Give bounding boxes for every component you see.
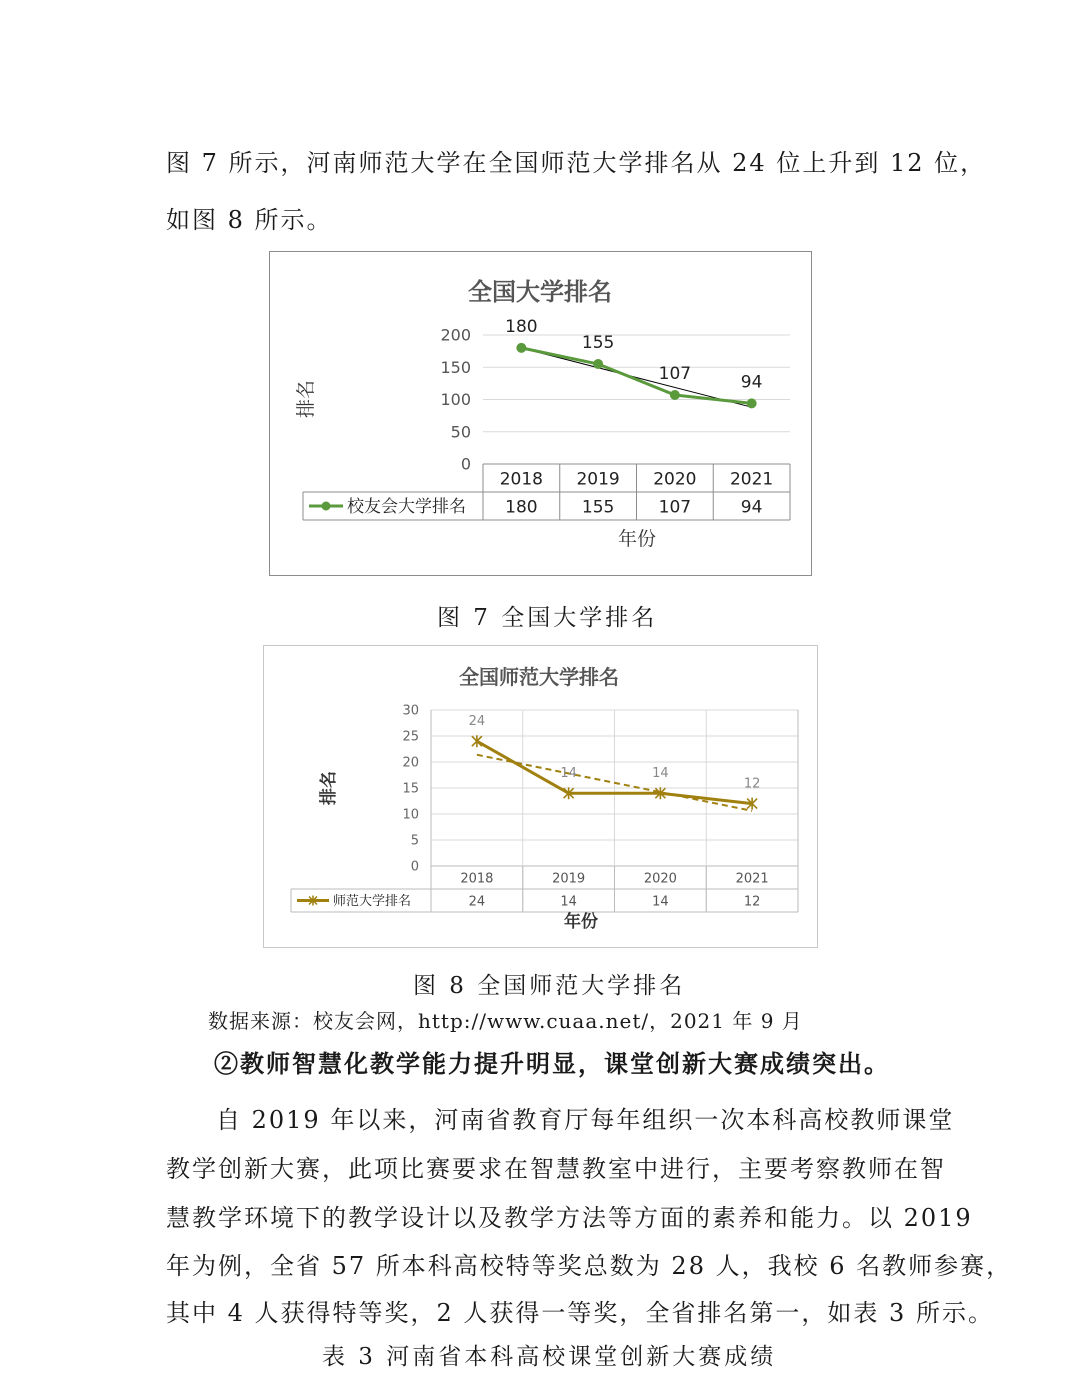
x-tick-label: 2021 <box>735 871 769 887</box>
data-label: 14 <box>560 766 577 782</box>
y-tick-label: 20 <box>402 755 419 771</box>
body-line-2: 教学创新大赛，此项比赛要求在智慧教室中进行，主要考察教师在智 <box>166 1155 946 1183</box>
chart-national-ranking <box>269 251 812 576</box>
data-label: 107 <box>658 363 692 384</box>
intro-line-2: 如图 8 所示。 <box>166 206 333 234</box>
y-tick-label: 10 <box>402 807 419 823</box>
x-tick-label: 2020 <box>643 871 677 887</box>
x-tick-label: 2018 <box>499 469 544 490</box>
y-tick-label: 0 <box>410 859 419 875</box>
chart-title: 全国师范大学排名 <box>459 665 619 689</box>
figure-8-caption: 图 8 全国师范大学排名 <box>413 973 686 999</box>
intro-line-1: 图 7 所示，河南师范大学在全国师范大学排名从 24 位上升到 12 位， <box>166 149 987 177</box>
x-tick-label: 2019 <box>576 469 620 490</box>
data-label: 24 <box>468 714 486 730</box>
data-label: 12 <box>743 776 761 792</box>
y-tick-label: 25 <box>402 729 419 745</box>
series-line <box>521 348 751 403</box>
body-line-4: 年为例，全省 57 所本科高校特等奖总数为 28 人，我校 6 名教师参赛， <box>166 1252 1013 1280</box>
data-point <box>670 390 680 400</box>
y-axis-label: 排名 <box>295 379 317 419</box>
table-value: 107 <box>658 497 692 518</box>
y-tick-label: 5 <box>410 833 419 849</box>
table-value: 155 <box>581 497 615 518</box>
data-label: 180 <box>505 316 538 337</box>
section-heading: ②教师智慧化教学能力提升明显，课堂创新大赛成绩突出。 <box>214 1049 890 1078</box>
table-value: 180 <box>505 497 538 518</box>
data-point <box>593 359 603 369</box>
y-tick-label: 50 <box>450 422 471 442</box>
data-label: 94 <box>740 372 763 393</box>
x-tick-label: 2019 <box>552 871 586 887</box>
table-3-caption: 表 3 河南省本科高校课堂创新大赛成绩 <box>322 1344 777 1370</box>
figure-7-caption: 图 7 全国大学排名 <box>437 605 658 631</box>
chart-normal-university-ranking-svg <box>264 646 817 947</box>
source-note: 数据来源：校友会网，http://www.cuaa.net/，2021 年 9 月 <box>208 1009 803 1033</box>
x-axis-label: 年份 <box>564 912 598 932</box>
data-point <box>747 398 757 408</box>
data-point <box>516 343 526 353</box>
chart-national-ranking-svg <box>270 252 811 575</box>
table-value: 24 <box>468 894 486 910</box>
data-point <box>472 735 482 747</box>
table-value: 14 <box>560 894 577 910</box>
table-value: 12 <box>743 894 761 910</box>
table-value: 14 <box>652 894 669 910</box>
y-tick-label: 15 <box>402 781 419 797</box>
y-tick-label: 150 <box>440 357 471 377</box>
y-tick-label: 100 <box>440 390 471 410</box>
x-tick-label: 2018 <box>460 871 494 887</box>
x-tick-label: 2020 <box>653 469 697 490</box>
body-line-3: 慧教学环境下的教学设计以及教学方法等方面的素养和能力。以 2019 <box>166 1204 973 1232</box>
body-line-1: 自 2019 年以来，河南省教育厅每年组织一次本科高校教师课堂 <box>216 1106 955 1134</box>
x-tick-label: 2021 <box>729 469 774 490</box>
legend-label: 师范大学排名 <box>333 894 412 910</box>
data-label: 155 <box>581 333 615 354</box>
legend-label: 校友会大学排名 <box>347 497 466 518</box>
chart-normal-university-ranking <box>263 645 818 948</box>
y-tick-label: 30 <box>402 703 419 719</box>
data-label: 14 <box>652 766 669 782</box>
x-axis-label: 年份 <box>617 528 657 550</box>
y-axis-label: 排名 <box>319 771 339 805</box>
legend-key-marker <box>322 502 331 511</box>
chart-title: 全国大学排名 <box>468 278 612 306</box>
y-tick-label: 0 <box>460 454 471 474</box>
body-line-5: 其中 4 人获得特等奖，2 人获得一等奖，全省排名第一，如表 3 所示。 <box>166 1299 994 1327</box>
table-value: 94 <box>740 497 763 518</box>
y-tick-label: 200 <box>440 325 471 345</box>
